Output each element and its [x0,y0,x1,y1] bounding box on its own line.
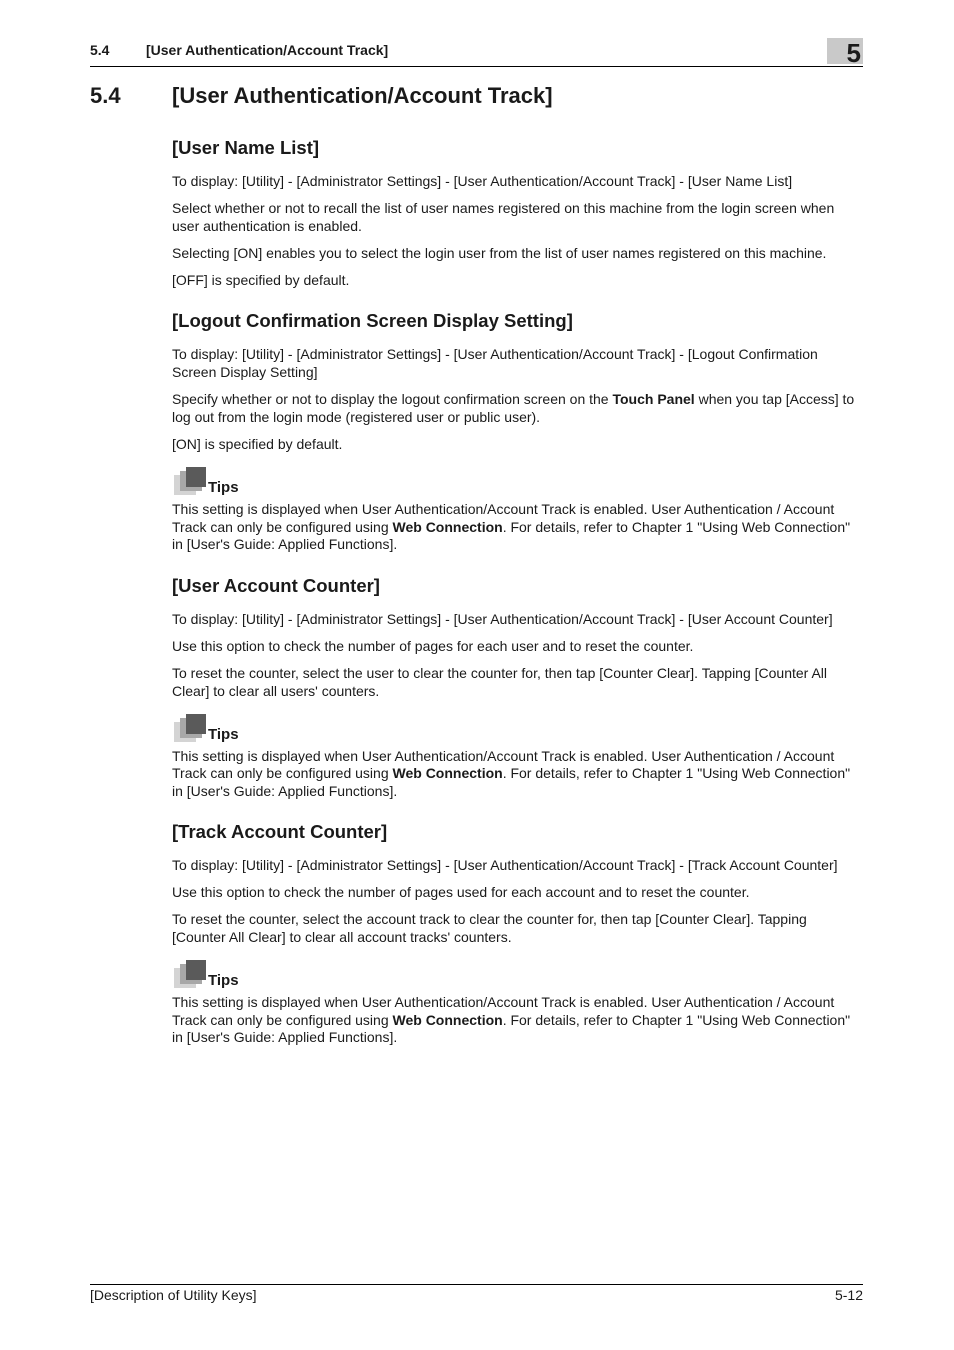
text: when you tap [Access] to log out from the login mode (registered user or public user). [172,391,855,425]
text: This setting is displayed when User Authentication/Account Track is enabled. User Authentication / Account Track can only be configured using [172,747,835,781]
text: . For details, refer to Chapter 1 "Using Web Connection" in [User's Guide: Applied Functions]. [172,765,851,799]
paragraph: To reset the counter, select the account track to clear the counter for, then tap [Counter Clear]. Tapping [Counter All Clear] to clear all account tracks' counters. [172,911,807,945]
text: This setting is displayed when User Authentication/Account Track is enabled. User Authentication / Account Track can only be configured using [172,994,835,1028]
default-note: [OFF] is specified by default. [172,272,350,288]
subsection-title: [User Account Counter] [172,574,380,596]
section-heading [90,83,553,109]
tips-label: Tips [208,972,239,989]
section-track-account-counter [172,820,864,1047]
tips-icon [172,714,206,744]
paragraph [172,390,864,426]
text: Specify whether or not to display the logout confirmation screen on the [172,391,613,407]
chapter-number: 5 [846,38,861,68]
subsection-title: [User Name List] [172,137,320,158]
text: . For details, refer to Chapter 1 "Using Web Connection" in [User's Guide: Applied Functions]. [172,518,851,552]
tips-icon [172,960,206,990]
display-path: To display: [Utility] - [Administrator Settings] - [User Authentication/Account Track] - [Track Account Counter] [172,857,838,873]
bold-term: Web Connection [392,1011,503,1028]
text: . For details, refer to Chapter 1 "Using Web Connection" in [User's Guide: Applied Functions]. [172,1011,851,1045]
tips-icon [172,467,206,497]
paragraph: To reset the counter, select the user to clear the counter for, then tap [Counter Clear]. Tapping [Counter All Clear] to clear all users' counters. [172,664,828,699]
footer-title: [Description of Utility Keys] [90,1287,257,1303]
paragraph: Use this option to check the number of pages used for each account and to reset the counter. [172,884,750,900]
paragraph: Select whether or not to recall the list of user names registered on this machine from the login screen when user authentication is enabled. [172,200,835,234]
tips-label: Tips [208,479,239,496]
tips-text [172,994,864,1047]
display-path: To display: [Utility] - [Administrator Settings] - [User Authentication/Account Track] - [User Account Counter] [172,610,833,627]
section-heading-number: 5.4 [90,83,121,108]
section-heading-title: [User Authentication/Account Track] [172,83,553,108]
display-path: To display: [Utility] - [Administrator Settings] - [User Authentication/Account Track] - [User Name List] [172,173,793,189]
tips-header [172,960,864,990]
running-header [90,38,863,68]
running-header-number: 5.4 [90,42,110,58]
tips-label: Tips [208,725,239,743]
bold-term: Touch Panel [612,391,695,407]
paragraph: Selecting [ON] enables you to select the login user from the list of user names registered on this machine. [172,245,827,261]
tips-text [172,501,864,554]
default-note: [ON] is specified by default. [172,436,343,452]
tips-header [172,714,864,744]
subsection-title: [Logout Confirmation Screen Display Setting] [172,310,573,331]
section-user-name-list [172,136,864,289]
page-number: 5-12 [834,1287,863,1303]
display-path: To display: [Utility] - [Administrator Settings] - [User Authentication/Account Track] - [Logout Confirmation Screen Display Setting] [172,346,818,380]
running-header-title: [User Authentication/Account Track] [146,42,389,58]
content [172,136,864,1067]
tips-header [172,467,864,497]
section-logout-confirmation [172,309,864,554]
subsection-title: [Track Account Counter] [172,821,388,842]
bold-term: Web Connection [392,518,503,535]
page-footer [90,1284,863,1309]
tips-text [172,748,864,801]
bold-term: Web Connection [392,765,503,781]
text: This setting is displayed when User Authentication/Account Track is enabled. User Authentication / Account Track can only be configured using [172,501,835,535]
paragraph: Use this option to check the number of pages for each user and to reset the counter. [172,637,694,654]
section-user-account-counter [172,574,864,801]
